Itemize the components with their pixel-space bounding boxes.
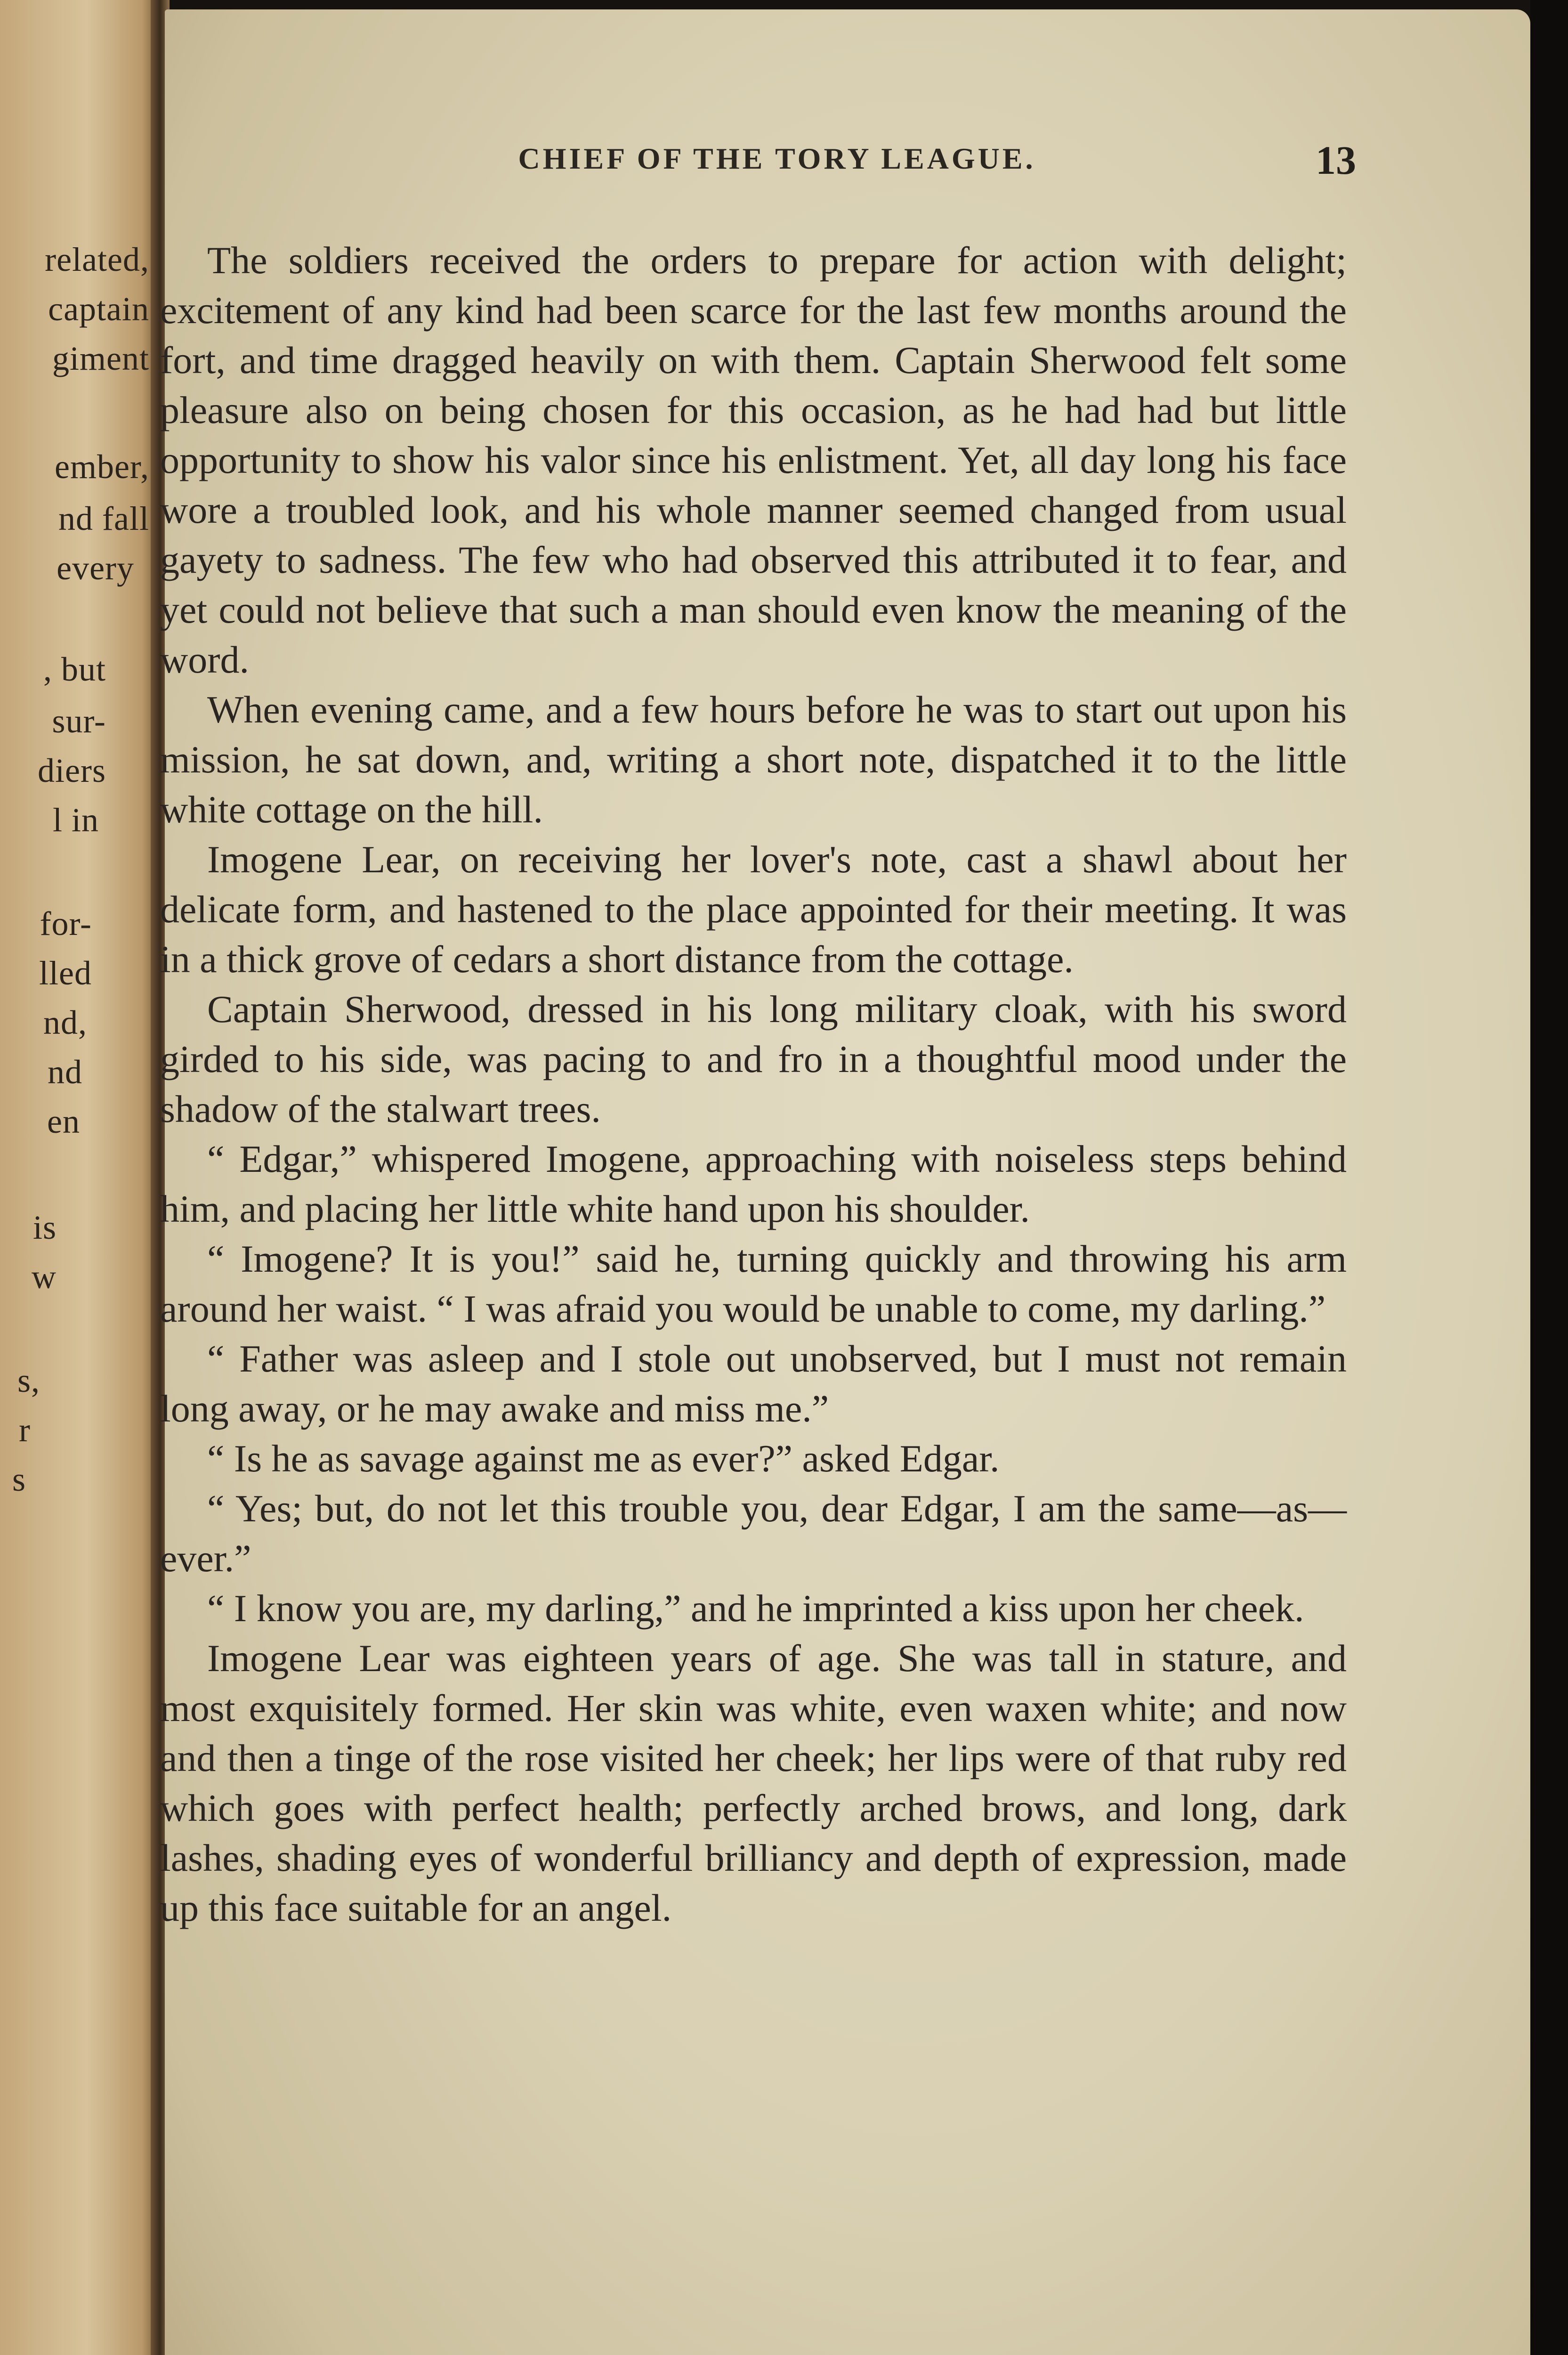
paragraph: “ Father was asleep and I stole out unobserved, but I must not remain long away, or he may awake and miss me.” [160,1337,1347,1430]
left-page-fragment: ember, [54,448,149,486]
paragraph: Captain Sherwood, dressed in his long military cloak, with his sword girded to his side, was pacing to and fro in a thoughtful mood under the shadow of the stalwart trees. [160,988,1347,1130]
left-page-fragment: is [32,1209,57,1246]
paragraph: “ Yes; but, do not let this trouble you, dear Edgar, I am the same—as—ever.” [160,1487,1347,1580]
left-page-fragment: sur- [52,702,106,740]
left-page-fragment: l in [52,801,99,839]
left-page-fragment: nd, [43,1004,87,1041]
page-number: 13 [1316,138,1356,183]
left-page-edge [0,0,158,2355]
left-page-fragment: related, [45,241,149,278]
left-page-fragment: w [32,1258,57,1296]
left-page-fragment: diers [38,752,106,789]
left-page-fragment: , but [43,650,106,688]
paragraph: “ Edgar,” whispered Imogene, approaching with noiseless steps behind him, and placing her little white hand upon his shoulder. [160,1137,1347,1230]
left-page-fragment: en [47,1103,80,1140]
running-head: CHIEF OF THE TORY LEAGUE. [518,142,1036,175]
paragraph: “ Is he as savage against me as ever?” asked Edgar. [207,1437,1000,1480]
paragraph: Imogene Lear, on receiving her lover's note, cast a shawl about her delicate form, and hastened to the place appointed for their meeting. It was in a thick grove of cedars a short distance from the cottage. [160,838,1347,981]
left-page-fragment: s, [17,1362,40,1399]
page-shadow-edge [1530,0,1568,2355]
page-body [160,236,1347,1933]
left-page-fragment: every [57,549,134,587]
left-page-fragment: nd fall [58,500,149,537]
left-page-fragment: for- [40,905,92,942]
left-page-fragment: lled [39,954,92,992]
paragraph: The soldiers received the orders to prepare for action with delight; excitement of any kind had been scarce for the last few months around the fort, and time dragged heavily on with them. Captain Sherwood felt some pleasure also on being chosen for this occasion, as he had had but little opportunity to show his valor since his enlistment. Yet, all day long his face wore a troubled look, and his whole manner seemed changed from usual gayety to sadness. The few who had observed this attributed it to fear, and yet could not believe that such a man should even know the meaning of the word. [160,239,1347,681]
left-page-fragment: nd [48,1053,82,1091]
left-page-fragment: s [12,1461,26,1498]
paragraph: “ Imogene? It is you!” said he, turning quickly and throwing his arm around her waist. “ I was afraid you would be unable to come, my darling.” [160,1237,1347,1330]
left-page-fragment: r [19,1411,31,1449]
paragraph: Imogene Lear was eighteen years of age. She was tall in stature, and most exquisitely formed. Her skin was white, even waxen white; and now and then a tinge of the rose visited her cheek; her lips were of that ruby red which goes with perfect health; perfectly arched brows, and long, dark lashes, shading eyes of wonderful brilliancy and depth of expression, made up this face suitable for an angel. [160,1637,1347,1929]
paragraph: When evening came, and a few hours before he was to start out upon his mission, he sat down, and, writing a short note, dispatched it to the little white cottage on the hill. [160,688,1347,831]
left-page-fragment: captain [48,290,149,328]
left-page-fragment: giment [52,340,149,377]
paragraph: “ I know you are, my darling,” and he imprinted a kiss upon her cheek. [207,1587,1304,1630]
